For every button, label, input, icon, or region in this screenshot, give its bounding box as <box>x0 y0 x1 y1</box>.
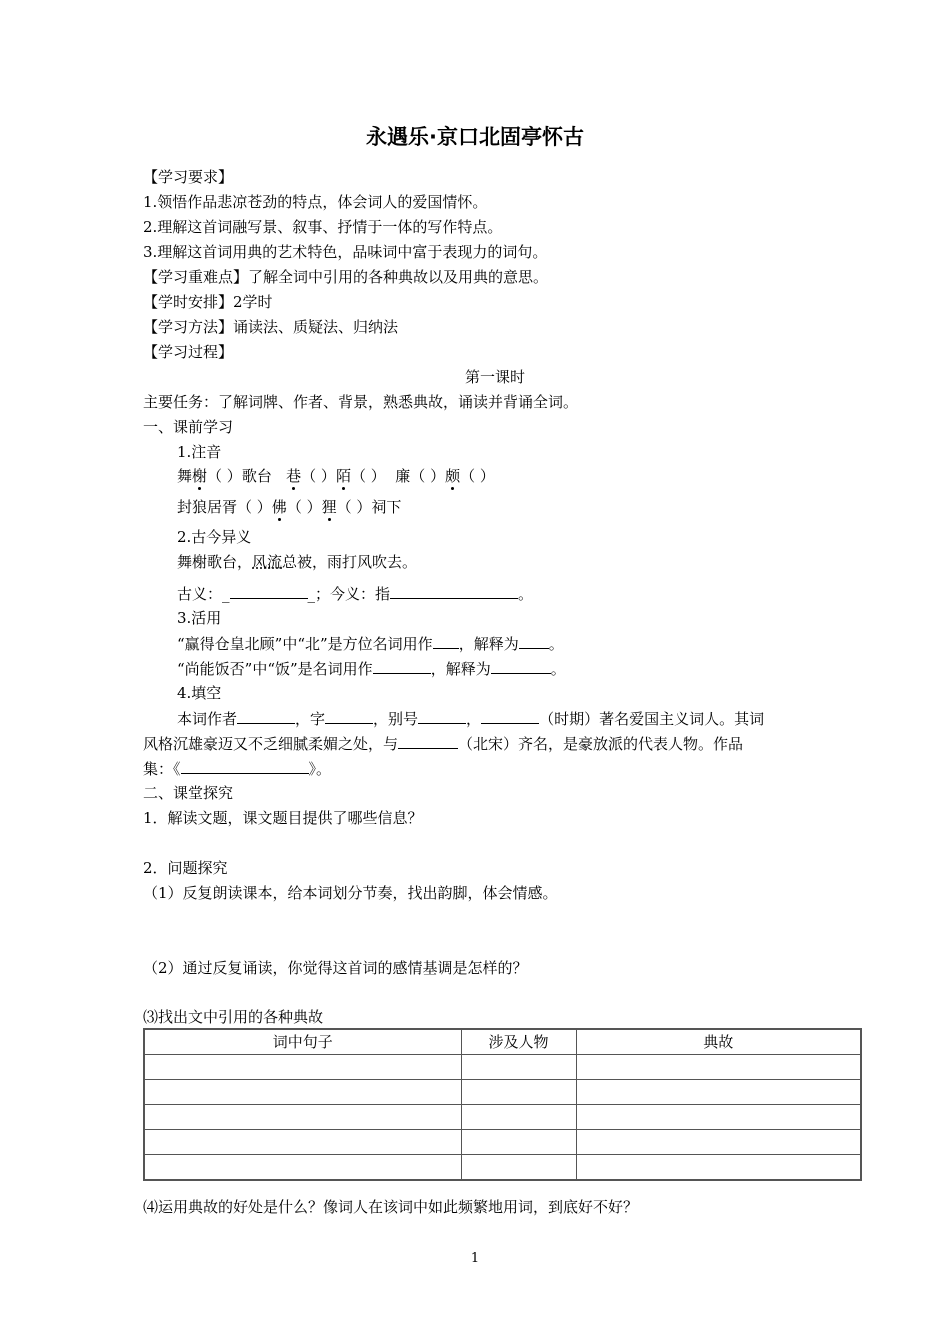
table-cell[interactable] <box>576 1055 861 1080</box>
table-row <box>144 1055 861 1080</box>
question-text: “赢得仓皇北顾”中“北”是方位名词用作 <box>177 635 433 653</box>
table-cell[interactable] <box>576 1080 861 1105</box>
pinyin-blank: （ ） <box>237 498 272 516</box>
fill-line-1 <box>177 708 764 729</box>
fill-text: ，别号 <box>373 710 419 728</box>
pinyin-blank: （ ） <box>207 467 242 485</box>
task-line: 主要任务：了解词牌、作者、背景，熟悉典故，诵读并背诵全词。 <box>143 393 579 411</box>
dotted-char: 佛 <box>271 498 287 516</box>
question-2-1: （1）反复朗读课本，给本词划分节奏，找出韵脚，体会情感。 <box>143 884 558 902</box>
dotted-char: 颇 <box>445 467 461 485</box>
document-title: 永遇乐·京口北固亭怀古 <box>366 125 584 149</box>
table-row <box>144 1080 861 1105</box>
schedule-line: 【学时安排】2学时 <box>143 293 273 311</box>
question-2-3: ⑶找出文中引用的各种典故 <box>143 1008 324 1026</box>
section-pre-study: 一、课前学习 <box>143 418 234 436</box>
dotted-word: 风流 <box>252 553 283 571</box>
table-header: 词中句子 <box>144 1029 461 1055</box>
fill-text: 本词作者 <box>177 710 238 728</box>
table-cell[interactable] <box>144 1155 461 1181</box>
fill-text: ，字 <box>295 710 326 728</box>
word: 祠下 <box>371 498 402 516</box>
answer-blank[interactable] <box>325 708 373 724</box>
table-cell[interactable] <box>144 1055 461 1080</box>
answer-blank[interactable] <box>398 733 458 749</box>
dotted-char: 巷 <box>286 467 302 485</box>
lesson-heading: 第一课时 <box>464 368 525 386</box>
requirement-item: 3.理解这首词用典的艺术特色，品味词中富于表现力的词句。 <box>143 243 548 261</box>
key-points-line: 【学习重难点】了解全词中引用的各种典故以及用典的意思。 <box>143 268 549 286</box>
fill-text: 风格沉雄豪迈又不乏细腻柔媚之处，与 <box>143 735 399 753</box>
fill-line-3 <box>143 758 331 779</box>
pronunciation-row-2 <box>177 497 401 517</box>
requirement-item: 2.理解这首词融写景、叙事、抒情于一体的写作特点。 <box>143 218 503 236</box>
dotted-char: 狸 <box>321 498 337 516</box>
punctuation: 。 <box>550 660 566 678</box>
table-cell[interactable] <box>461 1080 576 1105</box>
subheading-pronunciation: 1.注音 <box>177 443 222 461</box>
fill-text: 》。 <box>308 760 332 778</box>
table-cell[interactable] <box>144 1080 461 1105</box>
requirement-item: 1.领悟作品悲凉苍劲的特点，体会词人的爱国情怀。 <box>143 193 488 211</box>
subheading-ancient-modern: 2.古今异义 <box>177 528 252 546</box>
fill-line-2 <box>143 733 743 754</box>
table-cell[interactable] <box>461 1130 576 1155</box>
table-row <box>144 1130 861 1155</box>
table-cell[interactable] <box>461 1155 576 1181</box>
question-2-2: （2）通过反复诵读，你觉得这首词的感情基调是怎样的？ <box>143 959 528 977</box>
table-cell[interactable] <box>144 1105 461 1130</box>
word: 舞 <box>177 467 193 485</box>
question-2-4: ⑷运用典故的好处是什么？像词人在该词中如此频繁地用词，到底好不好？ <box>143 1198 639 1216</box>
answer-blank[interactable] <box>519 633 549 649</box>
answer-blank[interactable] <box>481 708 539 724</box>
subheading-fill: 4.填空 <box>177 684 222 702</box>
answer-blank[interactable] <box>491 658 551 674</box>
question-text: ，解释为 <box>458 635 519 653</box>
fill-text: ， <box>466 710 482 728</box>
page-number: 1 <box>470 1251 480 1266</box>
allusion-table <box>143 1028 862 1181</box>
table-header: 涉及人物 <box>461 1029 576 1055</box>
answer-blank[interactable] <box>390 583 518 599</box>
answer-blank[interactable] <box>237 708 295 724</box>
meaning-line <box>177 583 533 604</box>
table-cell[interactable] <box>576 1105 861 1130</box>
usage-question-1 <box>177 633 564 654</box>
pronunciation-row-1 <box>177 466 495 486</box>
pinyin-blank: （ ） <box>410 467 446 485</box>
table-cell[interactable] <box>461 1055 576 1080</box>
requirements-heading: 【学习要求】 <box>143 168 234 186</box>
fill-text: 集：《 <box>143 760 181 778</box>
answer-blank[interactable] <box>433 633 459 649</box>
table-header-row <box>144 1029 861 1055</box>
answer-blank[interactable] <box>181 758 309 774</box>
question-1: 1．解读文题，课文题目提供了哪些信息？ <box>143 809 423 827</box>
subheading-usage: 3.活用 <box>177 609 222 627</box>
ancient-meaning-label: 古义：_ <box>177 585 230 603</box>
fill-text: （时期）著名爱国主义词人。其词 <box>539 710 765 728</box>
process-heading: 【学习过程】 <box>143 343 234 361</box>
section-classroom: 二、课堂探究 <box>143 784 234 802</box>
word: 封狼居胥 <box>177 498 238 516</box>
table-header: 典故 <box>576 1029 861 1055</box>
pinyin-blank: （ ） <box>350 467 386 485</box>
fill-text: （北宋）齐名，是豪放派的代表人物。作品 <box>458 735 744 753</box>
usage-question-2 <box>177 658 566 679</box>
table-cell[interactable] <box>576 1130 861 1155</box>
table-row <box>144 1105 861 1130</box>
sentence-part: 舞榭歌台， <box>177 553 253 571</box>
table-cell[interactable] <box>576 1155 861 1181</box>
punctuation: 。 <box>548 635 564 653</box>
modern-meaning-label: _；今义：指 <box>307 585 391 603</box>
table-cell[interactable] <box>461 1105 576 1130</box>
punctuation: 。 <box>518 585 534 603</box>
method-line: 【学习方法】诵读法、质疑法、归纳法 <box>143 318 399 336</box>
question-text: “尚能饭否”中“饭”是名词用作 <box>177 660 373 678</box>
pinyin-blank: （ ） <box>301 467 336 485</box>
question-text: ，解释为 <box>430 660 491 678</box>
question-2: 2．问题探究 <box>143 859 228 877</box>
dotted-char: 榭 <box>192 467 208 485</box>
table-cell[interactable] <box>144 1130 461 1155</box>
table-row <box>144 1155 861 1181</box>
pinyin-blank: （ ） <box>336 498 372 516</box>
word: 歌台 <box>241 467 272 485</box>
word: 廉 <box>395 467 411 485</box>
answer-blank[interactable] <box>230 583 308 599</box>
answer-blank[interactable] <box>418 708 466 724</box>
sentence-part: 总被，雨打风吹去。 <box>282 553 418 571</box>
pinyin-blank: （ ） <box>460 467 495 485</box>
example-sentence <box>177 552 417 572</box>
pinyin-blank: （ ） <box>286 498 322 516</box>
answer-blank[interactable] <box>373 658 431 674</box>
dotted-char: 陌 <box>335 467 351 485</box>
